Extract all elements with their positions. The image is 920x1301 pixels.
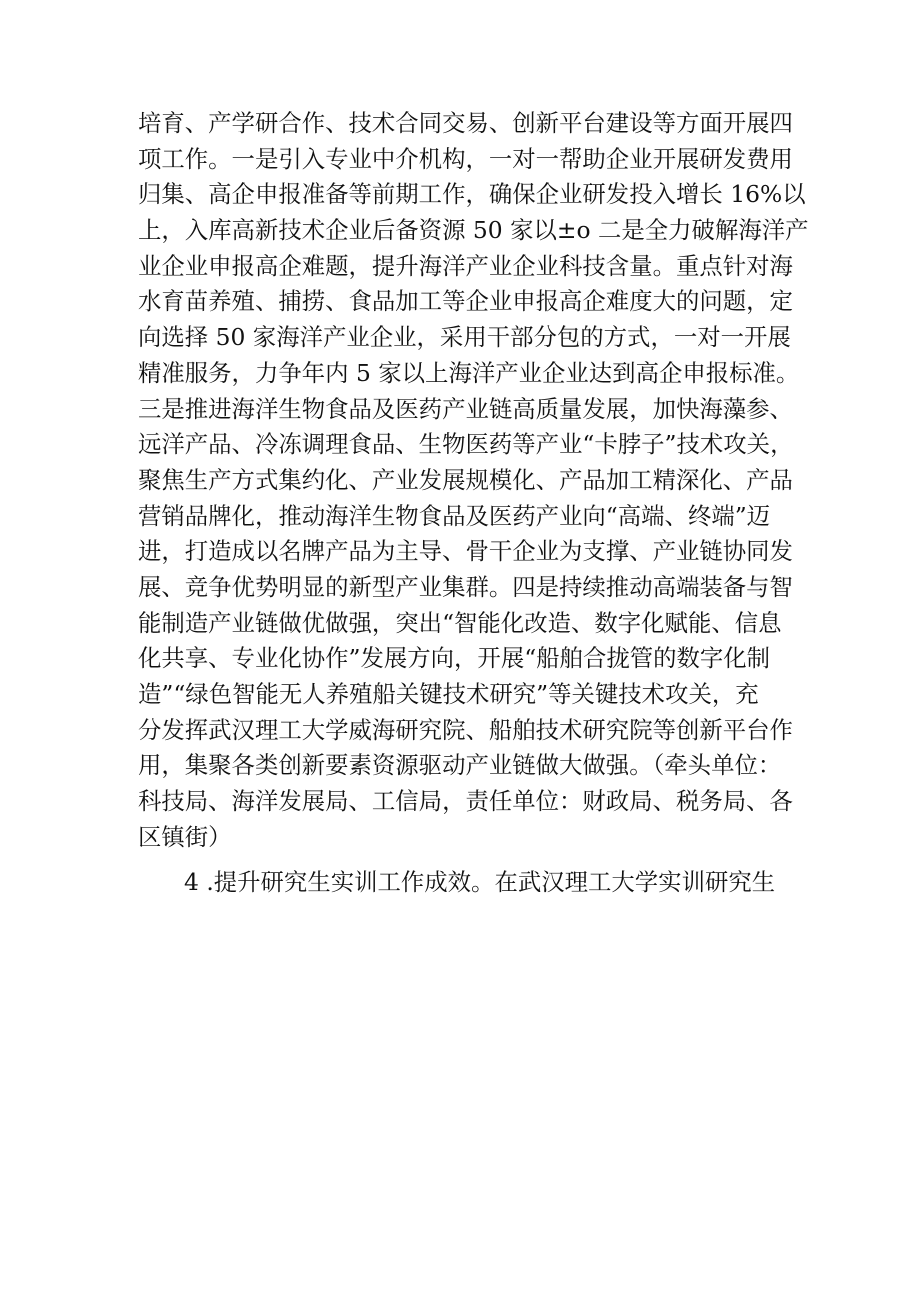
text-line: 能制造产业链做优做强，突出“智能化改造、数字化赋能、信息 xyxy=(138,608,782,637)
text-line: 科技局、海洋发展局、工信局，责任单位：财政局、税务局、各 xyxy=(138,787,793,816)
text-line: 水育苗养殖、捕捞、食品加工等企业申报高企难度大的问题，定 xyxy=(138,287,793,316)
text-line: 进，打造成以名牌产品为主导、骨干企业为支撑、产业链协同发 xyxy=(138,537,793,566)
text-line: 项工作。一是引入专业中介机构，一对一帮助企业开展研发费用 xyxy=(138,144,793,173)
text-line: 向选择 50 家海洋产业企业，采用干部分包的方式，一对一开展 xyxy=(138,323,791,352)
text-line: 聚焦生产方式集约化、产业发展规模化、产品加工精深化、产品 xyxy=(138,465,793,494)
text-line: 展、竞争优势明显的新型产业集群。四是持续推动高端装备与智 xyxy=(138,572,793,601)
text-line: 精准服务，力争年内 5 家以上海洋产业企业达到高企申报标准。 xyxy=(138,358,800,387)
paragraph-2 xyxy=(138,865,788,901)
text-line: 业企业申报高企难题，提升海洋产业企业科技含量。重点针对海 xyxy=(138,251,793,280)
text-line: 归集、高企申报准备等前期工作，确保企业研发投入增长 16%以 xyxy=(138,180,806,209)
text-line: 上，入库高新技术企业后备资源 50 家以±o 二是全力破解海洋产 xyxy=(138,216,809,245)
text-line: 远洋产品、冷冻调理食品、生物医药等产业“卡脖子”技术攻关， xyxy=(138,430,794,459)
text-line: 用，集聚各类创新要素资源驱动产业链做大做强。（牵头单位： xyxy=(138,751,782,780)
text-line: 造”“绿色智能无人养殖船关键技术研究”等关键技术攻关，充 xyxy=(138,680,759,708)
text-line: 三是推进海洋生物食品及医药产业链高质量发展，加快海藻参、 xyxy=(138,394,793,423)
paragraph-1 xyxy=(138,106,809,855)
text-line: 化共享、专业化协作”发展方向，开展“船舶合拢管的数字化制 xyxy=(138,644,771,673)
document-body xyxy=(138,106,809,901)
text-line: 营销品牌化，推动海洋生物食品及医药产业向“高端、终端”迈 xyxy=(138,501,771,530)
text-line: 培育、产学研合作、技术合同交易、创新平台建设等方面开展四 xyxy=(138,109,793,137)
text-line: 区镇街） xyxy=(138,822,232,851)
text-line: 4 .提升研究生实训工作成效。在武汉理工大学实训研究生 xyxy=(184,868,776,897)
text-line: 分发挥武汉理工大学威海研究院、船舶技术研究院等创新平台作 xyxy=(138,715,793,744)
